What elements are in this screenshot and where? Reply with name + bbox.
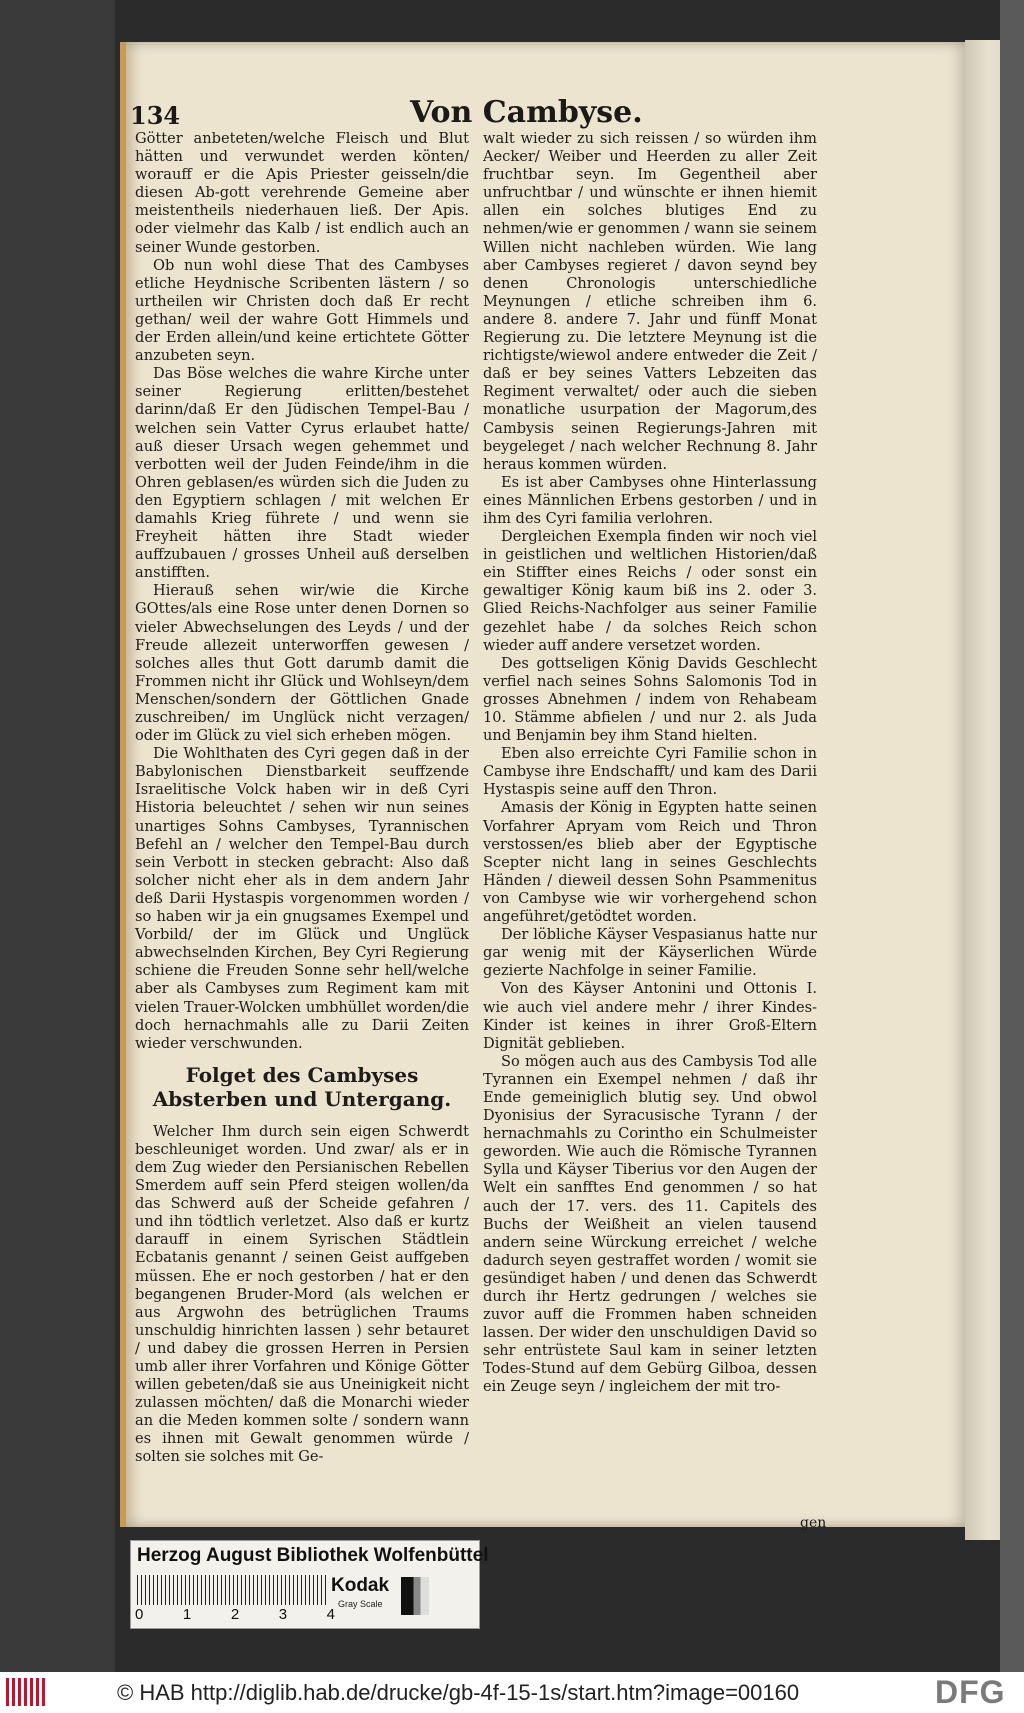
page-number: 134 bbox=[130, 101, 181, 130]
paragraph: Das Böse welches die wahre Kirche unter seiner Regierung erlitten/bestehet darinn/daß Er den Jüdischen Tempel-Bau / welchen sein Vatter Cyrus erlaubet hatte/ auß dieser Ursach wegen gehemmet und verbotten weil der Juden Feinde/ihm in die Ohren geblasen/es würden sich die Juden zu den Egyptiern schlagen / mit welchen Er damahls Krieg führete / und wenn sie Freyheit hätten ihre Stadt wieder auffzubauen / grosses Unheil auß derselben anstifften. bbox=[135, 365, 469, 582]
ruler-scale bbox=[135, 1606, 335, 1623]
library-color-card bbox=[130, 1540, 489, 1629]
running-head bbox=[130, 95, 830, 135]
paragraph: Ob nun wohl diese That des Cambyses etliche Heydnische Scribenten lästern / so urtheilen wir Christen doch daß Er recht gethan/ weil der wahre Gott Himmels und der Erden allein/und keine ertichtete Götter anzubeten seyn. bbox=[135, 256, 469, 365]
scan-background-left bbox=[0, 0, 115, 1713]
dfg-logo: DFG bbox=[935, 1674, 1006, 1710]
kodak-logo: Kodak bbox=[331, 1575, 390, 1596]
paragraph: Von des Käyser Antonini und Ottonis I. wie auch viel andere mehr / ihrer Kindes-Kinder ist keines in ihrer Groß-Eltern Dignität geblieben. bbox=[483, 980, 817, 1052]
footer-copyright-link[interactable]: © HAB http://diglib.hab.de/drucke/gb-4f-15-1s/start.htm?image=00160 bbox=[117, 1680, 800, 1705]
paragraph: walt wieder zu sich reissen / so würden ihm Aecker/ Weiber und Heerden zu aller Zeit fruchtbar seyn. Im Gegentheil aber unfruchtbar / und wünschte er ihnen hiemit allen ein solches blutiges End zu nehmen/wie er genommen / wann sie seinem Willen nicht nachleben würden. Wie lang aber Cambyses regieret / davon seynd bey denen Chronologis unterschiedliche Meynungen / etliche schreiben ihm 6. andere 8. andere 7. Jahr und fünff Monat Regierung zu. Die letztere Meynung ist die richtigste/wiewol andere entweder die Zeit / daß er bey seines Vatters Lebzeiten das Regiment verwaltet/ oder auch die sieben monatliche usurpation der Magorum,des Cambysis seinen Regierungs-Jahren mit beygeleget / nach welcher Rechnung 8. Jahr heraus kommen würden. bbox=[483, 130, 817, 473]
paragraph: Amasis der König in Egypten hatte seinen Vorfahrer Apryam vom Reich und Thron verstossen/es blieb aber der Egyptische Scepter nicht lang in seines Geschlechts Händen / dieweil dessen Sohn Psammenitus von Cambyse wie wir vorhergehend schon angeführet/getödtet worden. bbox=[483, 799, 817, 926]
footer-bar bbox=[0, 1672, 1024, 1713]
right-text-column bbox=[483, 130, 817, 1397]
section-heading: Folget des Cambyses Absterben und Untergang. bbox=[152, 1062, 452, 1111]
ruler-number: 4 bbox=[326, 1606, 335, 1623]
paragraph: Die Wohlthaten des Cyri gegen daß in der Babylonischen Dienstbarkeit seuffzende Israelitische Volck haben wir in deß Cyri Historia beleuchtet / sehen wir nun seines unartiges Sohns Cambyses, Tyrannischen Befehl an / welcher den Tempel-Bau durch sein Verbott in stecken gebracht: Also daß solcher nicht eher als in dem andern Jahr deß Darii Hystaspis vorgenommen worden / so haben wir ja ein gnugsames Exempel und Vorbild/ der im Glück und Unglück abwechselnden Kirchen, Bey Cyri Regierung schiene die Freuden Sonne sehr hell/welche aber als Cambyses zum Regiment kam mit vielen Trauer-Wolcken umbhüllet worden/die doch hernachmahls alle zu Darii Zeiten wieder verschwunden. bbox=[135, 745, 469, 1052]
gray-scale-label: Gray Scale bbox=[338, 1599, 383, 1609]
running-title: Von Cambyse. bbox=[410, 95, 643, 130]
library-name: Herzog August Bibliothek Wolfenbüttel bbox=[137, 1545, 489, 1566]
paragraph: Dergleichen Exempla finden wir noch viel in geistlichen und weltlichen Historien/daß ein Stiffter eines Reichs / oder sonst ein gewaltiger König kaum biß ins 2. oder 3. Glied Reichs-Nachfolger aus seiner Familie gezehlet habe / da solches Reich schon wieder auff andere versetzet worden. bbox=[483, 528, 817, 654]
paragraph: Welcher Ihm durch sein eigen Schwerdt beschleuniget worden. Und zwar/ als er in dem Zug wieder den Persianischen Rebellen Smerdem auff sein Pferd steigen wollen/da das Schwerd auß der Scheide gefahren / und ihn tödtlich verletzet. Also daß er kurtz darauff in einem Syrischen Städtlein Ecbatanis genannt / seinen Geist auffgeben müssen. Ehe er noch gestorben / hat er den begangenen Bruder-Mord (als welchen er aus Argwohn des betrüglichen Traums unschuldig hinrichten lassen ) sehr betauret / und dabey die grossen Herren in Persien umb aller ihrer Vorfahren und Könige Götter willen gebeten/daß sie aus Uneinigkeit nicht zulassen möchten/ daß die Monarchi wieder an die Meden kommen solte / sondern wann es ihnen mit Gewalt genommen würde / solten sie solches mit Ge- bbox=[135, 1122, 469, 1466]
ruler-number: 3 bbox=[278, 1606, 288, 1623]
scan-background-right bbox=[1000, 0, 1024, 1713]
paragraph: Götter anbeteten/welche Fleisch und Blut hätten und verwundet werden könten/ worauff er die Apis Priester geisseln/die diesen Ab-gott verehrende Gemeine aber meistentheils niederhauen ließ. Der Apis. oder vielmehr das Kalb / ist endlich auch an seiner Wunde gestorben. bbox=[135, 130, 469, 256]
ruler-number: 0 bbox=[135, 1606, 144, 1623]
paragraph: Des gottseligen König Davids Geschlecht verfiel nach seines Sohns Salomonis Tod in grosses Abnehmen / indem von Rehabeam 10. Stämme abfielen / und nur 2. als Juda und Benjamin bey ihm Stand hielten. bbox=[483, 654, 817, 745]
paragraph: So mögen auch aus des Cambysis Tod alle Tyrannen ein Exempel nehmen / daß ihr Ende gemeiniglich blutig sey. Und obwol Dyonisius der Syracusische Tyrann / der hernachmahls zu Corintho ein Schulmeister geworden. Wie auch die Römische Tyrannen Sylla und Käyser Tiberius vor den Augen der Welt ein sanfftes End genommen / so hat auch der 17. vers. des 11. Capitels des Buchs der Weißheit an vielen tausend andern seine Würckung erreichet / welche dadurch seyen gestraffet worden / womit sie gesündiget haben / und denen das Schwerdt durch ihr Hertz gedrungen / welches sie zuvor auff die Frommen haben schneiden lassen. Der wider den unschuldigen David so sehr entrüstete Saul kam in seiner letzten Todes-Stund auf dem Gebürg Gilboa, dessen ein Zeuge seyn / ingleichem der mit tro- bbox=[483, 1052, 817, 1396]
paragraph: Hierauß sehen wir/wie die Kirche GOttes/als eine Rose unter denen Dornen so vieler Abwechselungen des Leyds / und der Freude allezeit unterworffen gewesen / solches alles thut Gott darumb damit die Frommen nicht ihr Glück und Wohlseyn/dem Menschen/sondern der Göttlichen Gnade zuschreiben/ im Unglück nicht verzagen/ oder im Glück zu viel sich erheben mögen. bbox=[135, 582, 469, 745]
ruler-number: 1 bbox=[182, 1606, 192, 1623]
paragraph: Der löbliche Käyser Vespasianus hatte nur gar wenig mit der Käyserlichen Würde gezierte Nachfolge in seiner Familie. bbox=[483, 926, 817, 980]
catchword: gen bbox=[800, 1515, 827, 1531]
hab-logo-icon bbox=[6, 1678, 46, 1706]
paragraph: Es ist aber Cambyses ohne Hinterlassung eines Männlichen Erbens gestorben / und in ihm des Cyri familia verlohren. bbox=[483, 473, 817, 527]
paragraph: Eben also erreichte Cyri Familie schon in Cambyse ihre Endschafft/ und kam des Darii Hystaspis seine auff den Thron. bbox=[483, 745, 817, 799]
ruler-number: 2 bbox=[230, 1606, 240, 1623]
measurement-ruler bbox=[137, 1575, 327, 1605]
gray-swatch bbox=[401, 1577, 429, 1615]
left-text-column bbox=[135, 130, 469, 1467]
